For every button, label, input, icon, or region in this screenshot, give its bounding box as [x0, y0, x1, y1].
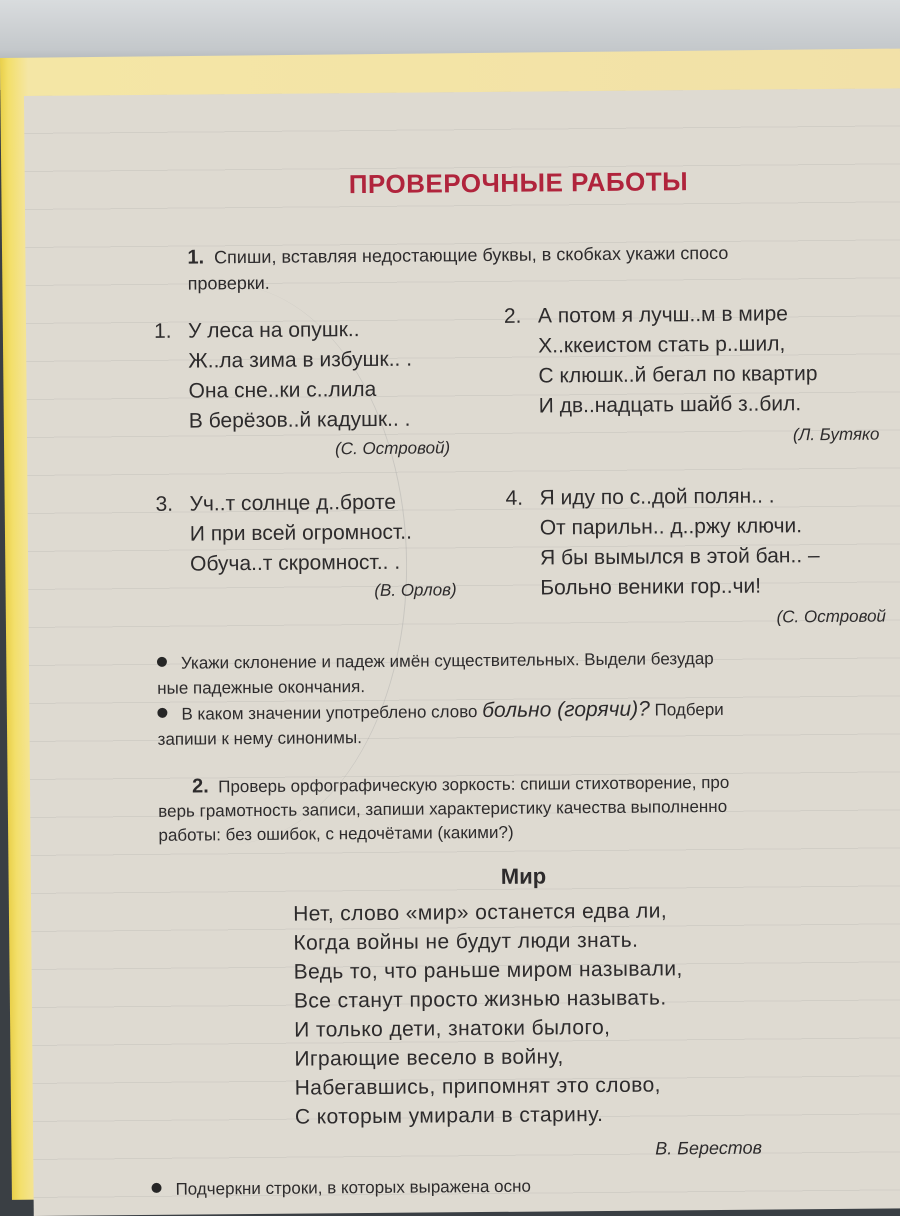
task-2-line-1: Проверь орфографическую зоркость: спиши стихотворение, про [218, 772, 730, 797]
poem-2-line-3: С клюшк..й бегал по квартир [538, 362, 818, 388]
poem-3-line-1: Уч..т солнце д..броте [189, 490, 397, 516]
poem-4-line-4: Больно веники гор..чи! [540, 574, 762, 600]
poem-2-line-4: И дв..надцать шайб з..бил. [538, 392, 802, 418]
poem-2-line-2: Х..ккеистом стать р..шил, [538, 332, 786, 358]
poem-1 [154, 315, 413, 437]
mir-poem-author: В. Берестов [655, 1137, 763, 1159]
bullet-3-text: Подчеркни строки, в которых выражена осно [175, 1176, 531, 1199]
task-2-number: 2. [191, 775, 209, 798]
poem-4-author: (С. Островой [776, 606, 887, 627]
bullet-1-line-2: ные падежные окончания. [157, 677, 366, 698]
bullet-2-italic-word: больно (горячи)? [482, 697, 650, 723]
poem-4 [505, 481, 820, 604]
task-1-text-line-1: Спиши, вставляя недостающие буквы, в скобках укажи спосо [214, 242, 729, 268]
mir-line-3: Ведь то, что раньше миром называли, [293, 957, 683, 984]
poem-4-number: 4. [505, 486, 524, 510]
poem-3-number: 3. [155, 492, 174, 516]
bullet-2-suffix: Подбери [649, 699, 724, 720]
bullet-2-line-2: запиши к нему синонимы. [157, 728, 362, 749]
mir-line-4: Все станут просто жизнью называть. [293, 986, 667, 1013]
poem-1-author: (С. Островой) [335, 438, 451, 459]
mir-line-7: Набегавшись, припомнят это слово, [294, 1073, 661, 1100]
bullet-3 [151, 1174, 531, 1202]
task-2-instruction [158, 770, 730, 848]
bullet-1-line-1: Укажи склонение и падеж имён существительных. Выдели безудар [180, 649, 714, 673]
textbook-page [24, 88, 900, 1216]
bullet-2 [157, 696, 724, 752]
bullet-dot-icon [157, 657, 167, 667]
poem-2-number: 2. [503, 304, 522, 328]
poem-3-line-3: Обуча..т скромност.. . [189, 550, 401, 576]
poem-4-line-2: От парильн.. д..ржу ключи. [539, 514, 803, 540]
poem-3-author: (В. Орлов) [374, 580, 457, 600]
poem-1-number: 1. [153, 319, 172, 343]
bullet-dot-icon [157, 708, 167, 718]
task-2-line-2: верь грамотность записи, запиши характеристику качества выполненно [158, 796, 728, 821]
mir-line-5: И только дети, знатоки былого, [294, 1015, 611, 1042]
poem-1-line-4: В берёзов..й кадушк.. . [188, 407, 411, 433]
poem-2-line-1: А потом я лучш..м в мире [537, 302, 789, 328]
poem-2-author: (Л. Бутяко [792, 424, 880, 445]
page-title: ПРОВЕРОЧНЫЕ РАБОТЫ [348, 166, 689, 200]
mir-line-1: Нет, слово «мир» останется едва ли, [293, 899, 668, 926]
mir-poem [293, 896, 684, 1131]
task-1-text-line-2: проверки. [187, 272, 270, 294]
task-2-line-3: работы: без ошибок, с недочётами (какими?) [158, 822, 514, 845]
bullet-1 [157, 646, 714, 701]
poem-1-line-1: У леса на опушк.. [187, 318, 360, 343]
poem-3 [155, 488, 412, 580]
poem-1-line-2: Ж..ла зима в избушк.. . [188, 347, 413, 373]
poem-4-line-3: Я бы вымылся в этой бан.. – [539, 544, 820, 570]
poem-1-line-3: Она сне..ки с..лила [188, 377, 377, 403]
task-1-number: 1. [187, 246, 205, 269]
poem-4-line-1: Я иду по с..дой полян.. . [539, 484, 775, 510]
poem-3-line-2: И при всей огромност.. [189, 520, 413, 546]
poem-2 [504, 299, 818, 422]
bullet-dot-icon [151, 1183, 161, 1193]
mir-line-6: Играющие весело в войну, [294, 1045, 564, 1071]
mir-poem-title: Мир [500, 863, 547, 889]
task-1-instruction [187, 240, 728, 297]
mir-line-2: Когда войны не будут люди знать. [293, 928, 639, 955]
mir-line-8: С которым умирали в старину. [294, 1102, 604, 1129]
bullet-2-prefix: В каком значении употреблено слово [181, 702, 483, 724]
